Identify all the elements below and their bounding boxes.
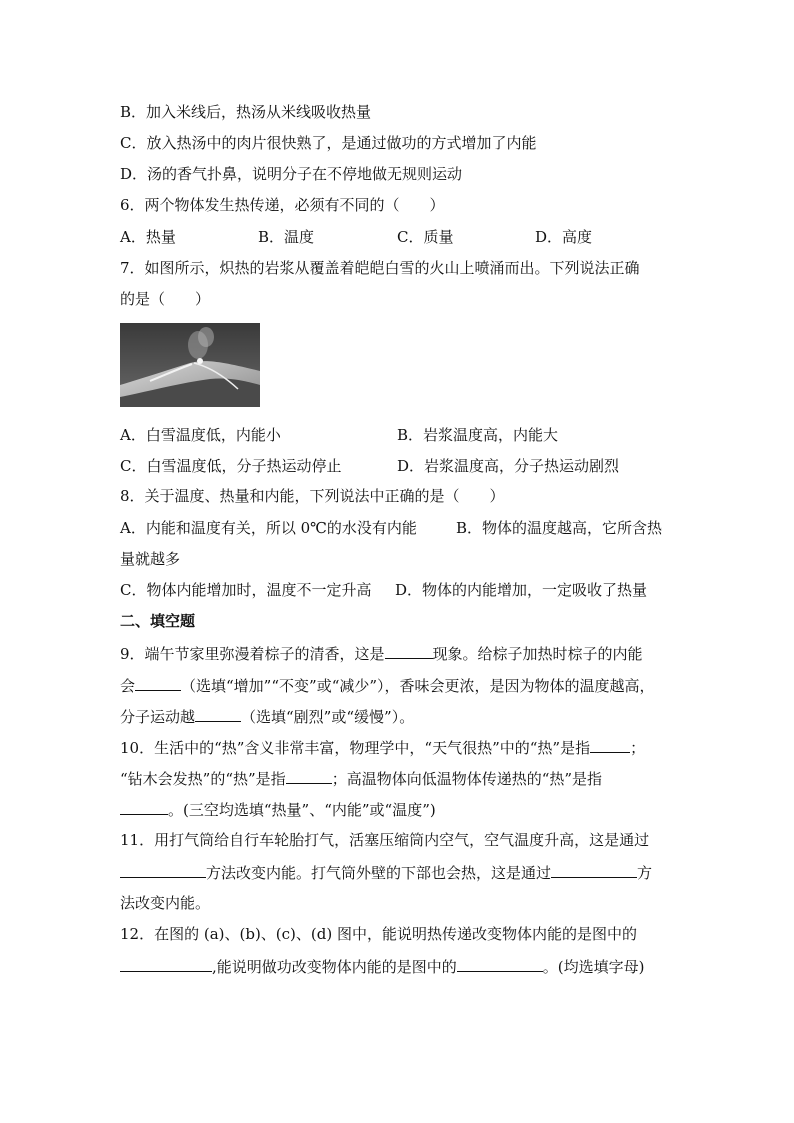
q9-line1	[120, 643, 643, 664]
q10-line2	[120, 768, 602, 789]
q10-text-4: ；高温物体向低温物体传递热的“热”是指	[331, 770, 603, 788]
q9-text-6: （选填“剧烈”或“缓慢”）。	[241, 708, 415, 726]
q7-stem-line1: 7．如图所示，炽热的岩浆从覆盖着皑皑白雪的火山上喷涌而出。下列说法正确	[120, 259, 640, 277]
q5-option-b: B．加入米线后，热汤从米线吸收热量	[120, 103, 372, 121]
q11-text-1: 方法改变内能。打气筒外壁的下部也会热，这是通过	[206, 864, 552, 882]
q11-blank-2[interactable]	[551, 862, 637, 878]
q12-line2	[120, 956, 645, 977]
q10-text-2: ；	[630, 739, 646, 757]
q7-option-c: C．白雪温度低，分子热运动停止	[120, 457, 342, 475]
q9-text-2: 现象。给棕子加热时棕子的内能	[432, 645, 643, 663]
q9-text-4: （选填“增加”“不变”或“减少”），香味会更浓，是因为物体的温度越高，	[181, 677, 655, 695]
q6-stem: 6．两个物体发生热传递，必须有不同的（ ）	[120, 196, 445, 214]
q10-blank-2[interactable]	[286, 768, 332, 784]
q5-option-d: D．汤的香气扑鼻，说明分子在不停地做无规则运动	[120, 165, 463, 183]
q11-line3: 法改变内能。	[120, 894, 211, 912]
q9-text-5: 分子运动越	[120, 708, 196, 726]
q10-line1	[120, 737, 645, 758]
q6-option-d: D．高度	[535, 228, 593, 246]
q12-text-1: ,能说明做功改变物体内能的是图中的	[212, 958, 457, 976]
q12-line1: 12．在图的 (a)、(b)、(c)、(d) 图中，能说明热传递改变物体内能的是图中的	[120, 925, 637, 943]
q7-option-b: B．岩浆温度高，内能大	[397, 426, 559, 444]
q9-line3	[120, 706, 414, 727]
q11-line1: 11．用打气筒给自行车轮胎打气，活塞压缩筒内空气，空气温度升高，这是通过	[120, 831, 650, 849]
q8-option-b: B．物体的温度越高，它所含热	[456, 519, 663, 537]
q8-option-a: A．内能和温度有关，所以 0℃的水没有内能	[120, 519, 417, 537]
q11-line2	[120, 862, 652, 883]
q12-text-2: 。(均选填字母)	[542, 958, 645, 976]
q9-blank-1[interactable]	[385, 643, 433, 659]
q8-option-b-continued: 量就越多	[120, 550, 181, 568]
q9-line2	[120, 675, 655, 696]
q10-text-3: “钻木会发热”的“热”是指	[120, 770, 286, 788]
q8-option-d: D．物体的内能增加，一定吸收了热量	[395, 581, 648, 599]
q10-text-5: 。(三空均选填“热量”、“内能”或“温度”)	[168, 801, 436, 819]
q11-text-2: 方	[637, 864, 653, 882]
q6-option-a: A．热量	[120, 228, 176, 246]
q5-option-c: C．放入热汤中的肉片很快熟了，是通过做功的方式增加了内能	[120, 134, 537, 152]
q8-option-c: C．物体内能增加时，温度不一定升高	[120, 581, 372, 599]
q10-line3	[120, 799, 436, 820]
q12-blank-2[interactable]	[457, 956, 543, 972]
q10-blank-3[interactable]	[120, 799, 168, 815]
q6-option-c: C．质量	[397, 228, 454, 246]
section-heading-fill-in: 二、填空题	[120, 612, 196, 630]
q8-stem: 8．关于温度、热量和内能，下列说法中正确的是（ ）	[120, 487, 505, 505]
q11-blank-1[interactable]	[120, 862, 206, 878]
q7-option-a: A．白雪温度低，内能小	[120, 426, 281, 444]
q9-blank-3[interactable]	[195, 706, 241, 722]
q6-option-b: B．温度	[258, 228, 315, 246]
q10-blank-1[interactable]	[590, 737, 630, 753]
q9-text-1: 9．端午节家里弥漫着棕子的清香，这是	[120, 645, 385, 663]
q7-option-d: D．岩浆温度高，分子热运动剧烈	[397, 457, 620, 475]
q9-text-3: 会	[120, 677, 136, 695]
q9-blank-2[interactable]	[135, 675, 181, 691]
volcano-photo	[120, 323, 260, 407]
q12-blank-1[interactable]	[120, 956, 212, 972]
q7-stem-line2: 的是（ ）	[120, 290, 211, 308]
q10-text-1: 10．生活中的“热”含义非常丰富，物理学中，“天气很热”中的“热”是指	[120, 739, 591, 757]
